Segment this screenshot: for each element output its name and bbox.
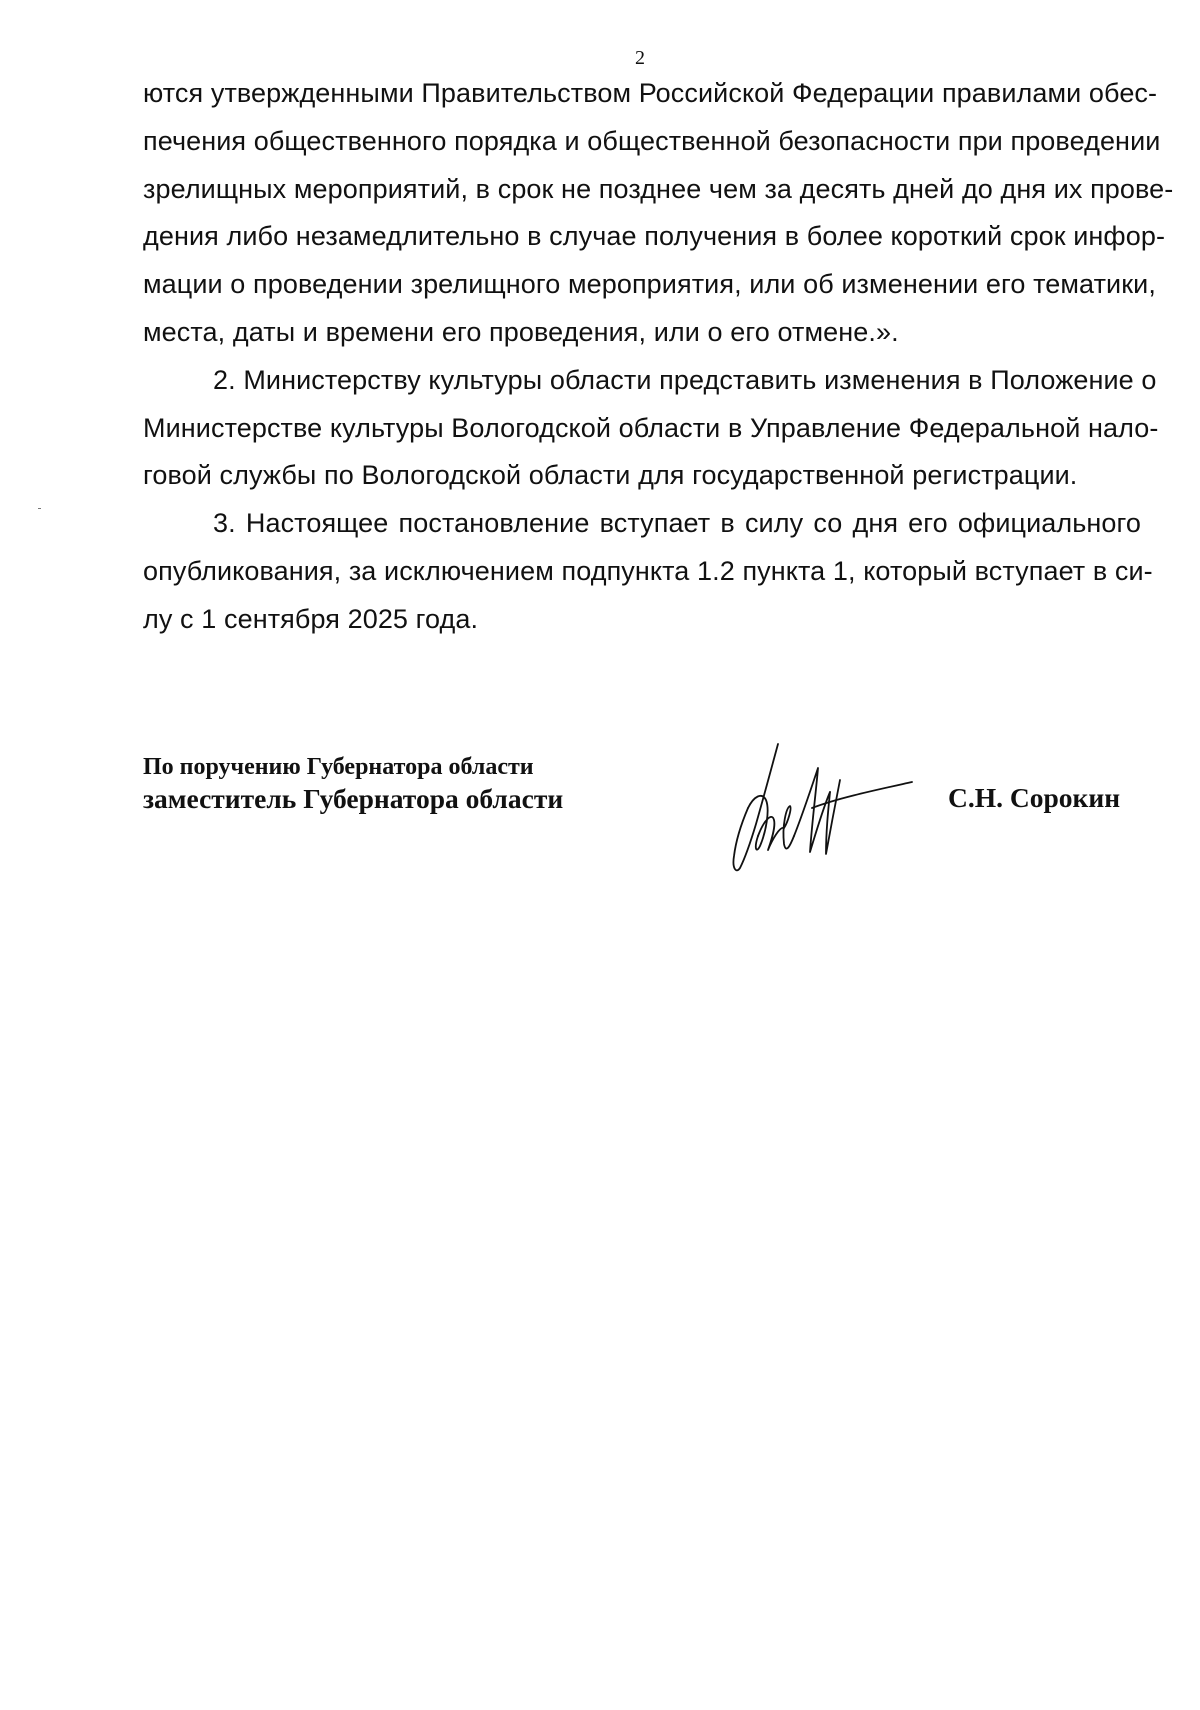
page-number: 2: [635, 47, 645, 69]
text-line: 2. Министерству культуры области представить изменения в Положение о: [213, 364, 1157, 395]
text-line: лу с 1 сентября 2025 года.: [143, 603, 479, 634]
text-line: места, даты и времени его проведения, или о его отмене.».: [143, 316, 899, 347]
signature-block: [143, 752, 563, 816]
text-line: говой службы по Вологодской области для государственной регистрации.: [143, 460, 1078, 491]
margin-mark: [38, 508, 41, 509]
handwritten-signature-icon: [726, 736, 916, 876]
text-line: Министерстве культуры Вологодской области в Управление Федеральной нало-: [143, 412, 1159, 443]
text-line: зрелищных мероприятий, в срок не позднее чем за десять дней до дня их прове-: [143, 173, 1174, 204]
text-line: печения общественного порядка и общественной безопасности при проведении: [143, 125, 1161, 156]
signature-authority-line: По поручению Губернатора области: [143, 754, 534, 780]
signature-position-line: заместитель Губернатора области: [143, 783, 564, 814]
document-body: [143, 70, 1174, 644]
text-line: опубликования, за исключением подпункта 1.2 пункта 1, который вступает в си-: [143, 555, 1153, 586]
text-line: дения либо незамедлительно в случае получения в более короткий срок инфор-: [143, 221, 1166, 252]
signer-name: С.Н. Сорокин: [948, 782, 1121, 813]
text-line: ются утвержденными Правительством Российской Федерации правилами обес-: [143, 78, 1158, 108]
text-line: 3. Настоящее постановление вступает в силу со дня его официального: [213, 508, 1141, 539]
text-line: мации о проведении зрелищного мероприятия, или об изменении его тематики,: [143, 269, 1156, 300]
